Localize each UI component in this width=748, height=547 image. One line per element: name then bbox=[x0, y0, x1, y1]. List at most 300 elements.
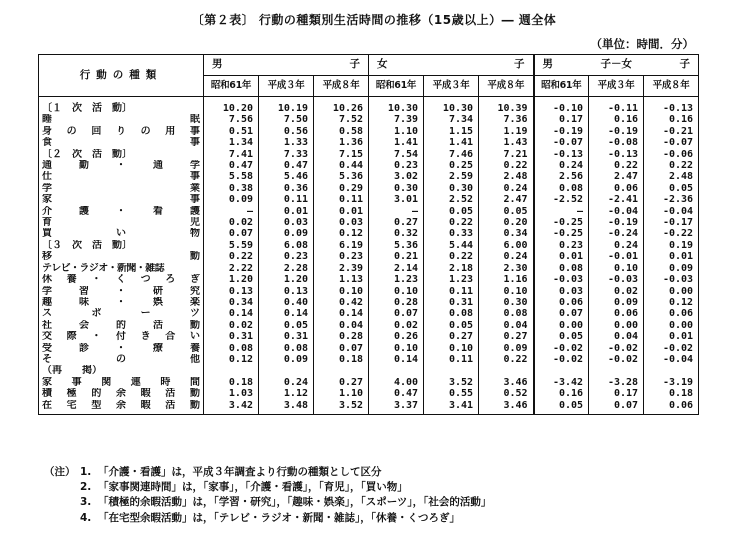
value-difference: -0.10 bbox=[534, 97, 589, 115]
value-female: 2.30 bbox=[479, 263, 534, 274]
row-label bbox=[39, 320, 204, 331]
value-female: 3.52 bbox=[424, 377, 479, 388]
header-year: 平成８年 bbox=[644, 76, 699, 97]
value-male: 0.28 bbox=[314, 331, 369, 342]
value-difference: 0.00 bbox=[644, 320, 699, 331]
value-difference: 0.16 bbox=[534, 388, 589, 399]
row-label bbox=[39, 365, 204, 376]
row-label bbox=[39, 251, 204, 262]
table-row bbox=[39, 331, 699, 342]
row-label-text: 家 事 関 連 時 間 bbox=[42, 376, 200, 388]
value-male: 0.56 bbox=[259, 126, 314, 137]
value-difference: -0.21 bbox=[644, 126, 699, 137]
value-male bbox=[259, 365, 314, 376]
value-male: 0.38 bbox=[204, 183, 259, 194]
value-female: 6.00 bbox=[479, 240, 534, 251]
value-difference: 0.05 bbox=[644, 183, 699, 194]
value-female: 1.43 bbox=[479, 137, 534, 148]
value-male: 0.27 bbox=[314, 377, 369, 388]
value-female: 0.26 bbox=[369, 331, 424, 342]
value-male: 0.04 bbox=[314, 320, 369, 331]
value-difference: -2.36 bbox=[644, 194, 699, 205]
table-row bbox=[39, 126, 699, 137]
value-female: 0.14 bbox=[369, 354, 424, 365]
row-label bbox=[39, 149, 204, 160]
value-male: 0.02 bbox=[204, 217, 259, 228]
row-label bbox=[39, 354, 204, 365]
value-female: 7.21 bbox=[479, 149, 534, 160]
row-label-text: 受 診 ・ 療 養 bbox=[42, 342, 200, 354]
value-difference: 0.10 bbox=[589, 263, 644, 274]
value-female: 0.10 bbox=[424, 343, 479, 354]
table-row bbox=[39, 388, 699, 399]
row-label bbox=[39, 286, 204, 297]
value-difference: -0.19 bbox=[589, 217, 644, 228]
value-difference: 2.56 bbox=[534, 171, 589, 182]
value-female: 0.08 bbox=[479, 308, 534, 319]
value-male: 0.11 bbox=[314, 194, 369, 205]
value-male: 7.41 bbox=[204, 149, 259, 160]
value-female: 0.27 bbox=[369, 217, 424, 228]
value-difference: -0.01 bbox=[589, 251, 644, 262]
value-female: 0.52 bbox=[479, 388, 534, 399]
value-female: 10.30 bbox=[369, 97, 424, 115]
value-female: 0.32 bbox=[369, 228, 424, 239]
value-male: 0.09 bbox=[259, 228, 314, 239]
value-female: 0.07 bbox=[369, 308, 424, 319]
value-female: 0.09 bbox=[479, 343, 534, 354]
value-difference bbox=[644, 365, 699, 376]
value-female: 0.22 bbox=[479, 160, 534, 171]
value-difference: 2.48 bbox=[644, 171, 699, 182]
value-difference: -0.02 bbox=[534, 343, 589, 354]
value-difference: 0.07 bbox=[534, 308, 589, 319]
row-label bbox=[39, 228, 204, 239]
value-male: 1.20 bbox=[259, 274, 314, 285]
value-difference: -0.22 bbox=[644, 228, 699, 239]
value-male: 1.10 bbox=[314, 388, 369, 399]
value-female: 2.18 bbox=[424, 263, 479, 274]
value-difference: -0.19 bbox=[534, 126, 589, 137]
value-male: 5.58 bbox=[204, 171, 259, 182]
value-difference: 0.00 bbox=[644, 286, 699, 297]
value-female: 0.02 bbox=[369, 320, 424, 331]
value-female: 0.23 bbox=[369, 160, 424, 171]
row-label-text: 趣 味 ・ 娯 楽 bbox=[42, 296, 200, 308]
value-female: 2.48 bbox=[479, 171, 534, 182]
value-female bbox=[479, 365, 534, 376]
value-difference: 0.09 bbox=[644, 263, 699, 274]
value-difference: -3.42 bbox=[534, 377, 589, 388]
value-male: 0.22 bbox=[204, 251, 259, 262]
value-female: 0.27 bbox=[424, 331, 479, 342]
row-label bbox=[39, 308, 204, 319]
value-male: 0.34 bbox=[204, 297, 259, 308]
value-male: 0.31 bbox=[204, 331, 259, 342]
value-female: 10.39 bbox=[479, 97, 534, 115]
row-label-text: ス ポ ー ツ bbox=[42, 308, 200, 320]
value-male: 0.01 bbox=[314, 206, 369, 217]
value-female: 0.11 bbox=[424, 286, 479, 297]
value-female: 0.22 bbox=[424, 217, 479, 228]
value-male: 0.13 bbox=[204, 286, 259, 297]
value-male: 0.18 bbox=[314, 354, 369, 365]
value-difference: 0.24 bbox=[534, 160, 589, 171]
value-female: 10.30 bbox=[424, 97, 479, 115]
value-difference: 0.03 bbox=[534, 286, 589, 297]
value-male: 7.15 bbox=[314, 149, 369, 160]
table-row bbox=[39, 251, 699, 262]
value-male: 3.48 bbox=[259, 400, 314, 415]
value-difference: -0.03 bbox=[534, 274, 589, 285]
row-label bbox=[39, 217, 204, 228]
value-male: 7.56 bbox=[204, 114, 259, 125]
note-text: 「家事関連時間」は，「家事」，「介護・看護」，「育児」，「買い物」 bbox=[98, 481, 408, 494]
table-row bbox=[39, 343, 699, 354]
value-difference: 0.06 bbox=[589, 183, 644, 194]
value-male: 0.07 bbox=[314, 343, 369, 354]
value-male: 0.05 bbox=[259, 320, 314, 331]
value-female: 0.34 bbox=[479, 228, 534, 239]
value-female: 0.22 bbox=[424, 251, 479, 262]
value-male: 5.59 bbox=[204, 240, 259, 251]
note-number: 1. bbox=[80, 466, 92, 478]
value-male: 0.47 bbox=[204, 160, 259, 171]
value-difference: -0.07 bbox=[644, 137, 699, 148]
value-difference: -3.28 bbox=[589, 377, 644, 388]
header-year: 平成３年 bbox=[589, 76, 644, 97]
table-row bbox=[39, 240, 699, 251]
value-female: 4.00 bbox=[369, 377, 424, 388]
value-difference: -0.04 bbox=[644, 354, 699, 365]
row-label bbox=[39, 160, 204, 171]
table-row bbox=[39, 183, 699, 194]
value-female: 1.10 bbox=[369, 126, 424, 137]
value-difference: 0.06 bbox=[644, 308, 699, 319]
row-label-text: 育 児 bbox=[42, 217, 200, 229]
value-male: 0.03 bbox=[259, 217, 314, 228]
value-difference: -0.24 bbox=[589, 228, 644, 239]
value-male: 0.09 bbox=[259, 354, 314, 365]
value-female: 7.36 bbox=[479, 114, 534, 125]
value-difference: 0.24 bbox=[589, 240, 644, 251]
table-row bbox=[39, 217, 699, 228]
value-male: 0.14 bbox=[204, 308, 259, 319]
table-row bbox=[39, 365, 699, 376]
value-male: 0.12 bbox=[204, 354, 259, 365]
table-row bbox=[39, 171, 699, 182]
value-female: 5.44 bbox=[424, 240, 479, 251]
value-difference: 0.22 bbox=[589, 160, 644, 171]
value-male: 0.09 bbox=[204, 194, 259, 205]
value-difference: 0.16 bbox=[644, 114, 699, 125]
table-row bbox=[39, 228, 699, 239]
value-male: 0.36 bbox=[259, 183, 314, 194]
table-title: 〔第２表〕 行動の種類別生活時間の推移（15歳以上）― 週全体 bbox=[191, 13, 557, 27]
table-row bbox=[39, 263, 699, 274]
row-label bbox=[39, 388, 204, 399]
table-row bbox=[39, 149, 699, 160]
value-female: 0.10 bbox=[479, 286, 534, 297]
value-difference: -0.02 bbox=[644, 343, 699, 354]
value-male: 10.19 bbox=[259, 97, 314, 115]
value-difference bbox=[589, 365, 644, 376]
row-label-text: 積 極 的 余 暇 活 動 bbox=[42, 388, 200, 400]
value-male: 10.20 bbox=[204, 97, 259, 115]
note-text: 「介護・看護」は，平成３年調査より行動の種類として区分 bbox=[98, 466, 382, 478]
value-male bbox=[314, 365, 369, 376]
value-male: 1.03 bbox=[204, 388, 259, 399]
row-label bbox=[39, 240, 204, 251]
row-label-text: 交 際 ・ 付 き 合 い bbox=[42, 331, 200, 343]
value-male: 1.20 bbox=[204, 274, 259, 285]
value-difference: -0.25 bbox=[534, 217, 589, 228]
value-difference: 0.23 bbox=[534, 240, 589, 251]
value-difference: -2.41 bbox=[589, 194, 644, 205]
value-female: 0.20 bbox=[479, 217, 534, 228]
row-label-text: 家 事 bbox=[42, 194, 200, 206]
value-male: 3.52 bbox=[314, 400, 369, 415]
value-male: 2.39 bbox=[314, 263, 369, 274]
note-number: 3. bbox=[80, 496, 92, 509]
header-year: 平成８年 bbox=[314, 76, 369, 97]
value-female: 0.11 bbox=[424, 354, 479, 365]
value-difference: 0.01 bbox=[644, 251, 699, 262]
value-female: 1.41 bbox=[424, 137, 479, 148]
value-difference: 0.05 bbox=[534, 331, 589, 342]
value-female: 7.54 bbox=[369, 149, 424, 160]
value-male: 0.23 bbox=[314, 251, 369, 262]
table-row bbox=[39, 160, 699, 171]
table-row bbox=[39, 194, 699, 205]
value-difference: -0.13 bbox=[644, 97, 699, 115]
value-difference: -0.04 bbox=[644, 206, 699, 217]
table-row bbox=[39, 308, 699, 319]
value-female: 1.23 bbox=[424, 274, 479, 285]
value-female: 0.05 bbox=[424, 320, 479, 331]
value-difference: -0.02 bbox=[534, 354, 589, 365]
value-difference bbox=[534, 365, 589, 376]
value-female: 0.47 bbox=[369, 388, 424, 399]
table-row bbox=[39, 97, 699, 115]
value-male: 6.19 bbox=[314, 240, 369, 251]
header-year: 昭和61年 bbox=[534, 76, 589, 97]
value-male: 0.29 bbox=[314, 183, 369, 194]
value-female: 0.24 bbox=[479, 251, 534, 262]
table-row bbox=[39, 137, 699, 148]
value-difference: 0.09 bbox=[589, 297, 644, 308]
value-female: 3.46 bbox=[479, 377, 534, 388]
row-label bbox=[39, 206, 204, 217]
value-male: 1.13 bbox=[314, 274, 369, 285]
value-male: 0.18 bbox=[204, 377, 259, 388]
row-label-text: 社 会 的 活 動 bbox=[42, 319, 200, 331]
value-difference: 0.05 bbox=[534, 400, 589, 415]
row-label-text: 移 動 bbox=[42, 251, 200, 263]
row-label-text: 〔２ 次 活 動〕 bbox=[42, 148, 132, 160]
value-female: 0.10 bbox=[369, 343, 424, 354]
row-label bbox=[39, 274, 204, 285]
value-difference: 0.01 bbox=[534, 251, 589, 262]
value-female: 7.39 bbox=[369, 114, 424, 125]
value-difference: -0.13 bbox=[534, 149, 589, 160]
header-year: 昭和61年 bbox=[204, 76, 259, 97]
value-female: 0.22 bbox=[479, 354, 534, 365]
value-male: 0.58 bbox=[314, 126, 369, 137]
value-female: 1.23 bbox=[369, 274, 424, 285]
row-label-text: 仕 事 bbox=[42, 171, 200, 183]
value-difference: -0.17 bbox=[644, 217, 699, 228]
value-male: 0.42 bbox=[314, 297, 369, 308]
value-female: 2.59 bbox=[424, 171, 479, 182]
value-difference: 0.08 bbox=[534, 263, 589, 274]
table-row bbox=[39, 206, 699, 217]
value-female: 0.33 bbox=[424, 228, 479, 239]
value-difference: 0.02 bbox=[589, 286, 644, 297]
value-female bbox=[369, 365, 424, 376]
note-text: 「積極的余暇活動」は，「学習・研究」，「趣味・娯楽」，「スポーツ」，「社会的活動」 bbox=[98, 496, 492, 509]
value-difference: -0.02 bbox=[589, 354, 644, 365]
value-male: 0.01 bbox=[259, 206, 314, 217]
value-female: 0.30 bbox=[424, 183, 479, 194]
value-female: 1.16 bbox=[479, 274, 534, 285]
value-difference: 0.00 bbox=[534, 320, 589, 331]
value-difference: 2.47 bbox=[589, 171, 644, 182]
value-male: 0.10 bbox=[314, 286, 369, 297]
row-label-text: 学 業 bbox=[42, 182, 200, 194]
header-year: 平成８年 bbox=[479, 76, 534, 97]
value-male: 7.52 bbox=[314, 114, 369, 125]
table-row bbox=[39, 377, 699, 388]
table-row bbox=[39, 274, 699, 285]
value-female: 0.04 bbox=[479, 320, 534, 331]
notes-head: （注） bbox=[44, 466, 76, 478]
value-female: 0.31 bbox=[424, 297, 479, 308]
row-label-text: （再 掲） bbox=[42, 365, 102, 377]
value-male: 0.12 bbox=[314, 228, 369, 239]
value-female: 3.01 bbox=[369, 194, 424, 205]
header-activity-type: 行動の種類 bbox=[39, 55, 204, 97]
value-female: 1.19 bbox=[479, 126, 534, 137]
row-label-text: 〔１ 次 活 動〕 bbox=[42, 103, 132, 114]
row-label-text: 〔３ 次 活 動〕 bbox=[42, 239, 132, 251]
value-female: 0.28 bbox=[369, 297, 424, 308]
value-female: 0.55 bbox=[424, 388, 479, 399]
header-female: 女 子 bbox=[369, 55, 534, 76]
value-female: 0.27 bbox=[479, 331, 534, 342]
row-label-text: そ の 他 bbox=[42, 353, 200, 365]
value-male: 0.14 bbox=[259, 308, 314, 319]
value-difference: -0.04 bbox=[589, 206, 644, 217]
value-male: 7.33 bbox=[259, 149, 314, 160]
value-female: 2.14 bbox=[369, 263, 424, 274]
value-male: 6.08 bbox=[259, 240, 314, 251]
value-difference: 0.22 bbox=[644, 160, 699, 171]
notes bbox=[44, 465, 491, 526]
value-male: 0.03 bbox=[314, 217, 369, 228]
value-difference: 0.01 bbox=[644, 331, 699, 342]
table-row bbox=[39, 320, 699, 331]
value-male: 0.08 bbox=[204, 343, 259, 354]
row-label-text: 在 宅 型 余 暇 活 動 bbox=[42, 399, 200, 411]
value-male: 0.24 bbox=[259, 377, 314, 388]
row-label-text: 休 養 ・ く つ ろ ぎ bbox=[42, 274, 200, 286]
row-label bbox=[39, 114, 204, 125]
value-male: 3.42 bbox=[204, 400, 259, 415]
value-difference: 0.07 bbox=[589, 400, 644, 415]
value-difference: -2.52 bbox=[534, 194, 589, 205]
value-male: 0.31 bbox=[259, 331, 314, 342]
value-difference: -0.02 bbox=[589, 343, 644, 354]
value-difference: 0.16 bbox=[589, 114, 644, 125]
row-label-text: 睡 眠 bbox=[42, 114, 200, 126]
row-label-text: 身 の 回 り の 用 事 bbox=[42, 125, 200, 137]
row-label bbox=[39, 400, 204, 415]
value-male: 0.08 bbox=[259, 343, 314, 354]
value-male: 0.02 bbox=[204, 320, 259, 331]
value-female: 0.24 bbox=[479, 183, 534, 194]
value-male: 0.14 bbox=[314, 308, 369, 319]
value-male: 1.34 bbox=[204, 137, 259, 148]
value-difference: 0.12 bbox=[644, 297, 699, 308]
value-female: 0.30 bbox=[369, 183, 424, 194]
value-difference: 0.06 bbox=[534, 297, 589, 308]
value-male: 0.07 bbox=[204, 228, 259, 239]
value-female bbox=[424, 365, 479, 376]
row-label bbox=[39, 297, 204, 308]
value-female: 0.10 bbox=[369, 286, 424, 297]
value-difference: 0.06 bbox=[644, 400, 699, 415]
value-male: 0.23 bbox=[259, 251, 314, 262]
value-female: 0.21 bbox=[369, 251, 424, 262]
row-label-text: 介 護 ・ 看 護 bbox=[42, 205, 200, 217]
row-label-text: 食 事 bbox=[42, 137, 200, 149]
table-row bbox=[39, 354, 699, 365]
value-female: 7.46 bbox=[424, 149, 479, 160]
row-label bbox=[39, 171, 204, 182]
value-difference: -0.25 bbox=[534, 228, 589, 239]
value-male: 1.33 bbox=[259, 137, 314, 148]
value-difference: 0.17 bbox=[534, 114, 589, 125]
value-female: ― bbox=[369, 206, 424, 217]
table-row bbox=[39, 286, 699, 297]
value-female: 3.37 bbox=[369, 400, 424, 415]
value-male: 2.22 bbox=[204, 263, 259, 274]
value-difference: 0.18 bbox=[644, 388, 699, 399]
value-male: 0.40 bbox=[259, 297, 314, 308]
value-female: 0.05 bbox=[479, 206, 534, 217]
value-difference: -0.13 bbox=[589, 149, 644, 160]
value-female: 0.30 bbox=[479, 297, 534, 308]
value-female: 0.08 bbox=[424, 308, 479, 319]
value-male: 10.26 bbox=[314, 97, 369, 115]
row-label-text: 学 習 ・ 研 究 bbox=[42, 285, 200, 297]
value-difference: -0.11 bbox=[589, 97, 644, 115]
table-row bbox=[39, 114, 699, 125]
value-female: 7.34 bbox=[424, 114, 479, 125]
header-year: 平成３年 bbox=[424, 76, 479, 97]
value-difference: 0.19 bbox=[644, 240, 699, 251]
value-female: 2.52 bbox=[424, 194, 479, 205]
value-female: 5.36 bbox=[369, 240, 424, 251]
value-female: 3.46 bbox=[479, 400, 534, 415]
value-male: 1.36 bbox=[314, 137, 369, 148]
value-male: ― bbox=[204, 206, 259, 217]
value-male: 7.50 bbox=[259, 114, 314, 125]
value-female: 0.05 bbox=[424, 206, 479, 217]
value-difference: -0.03 bbox=[644, 274, 699, 285]
value-male: 0.51 bbox=[204, 126, 259, 137]
